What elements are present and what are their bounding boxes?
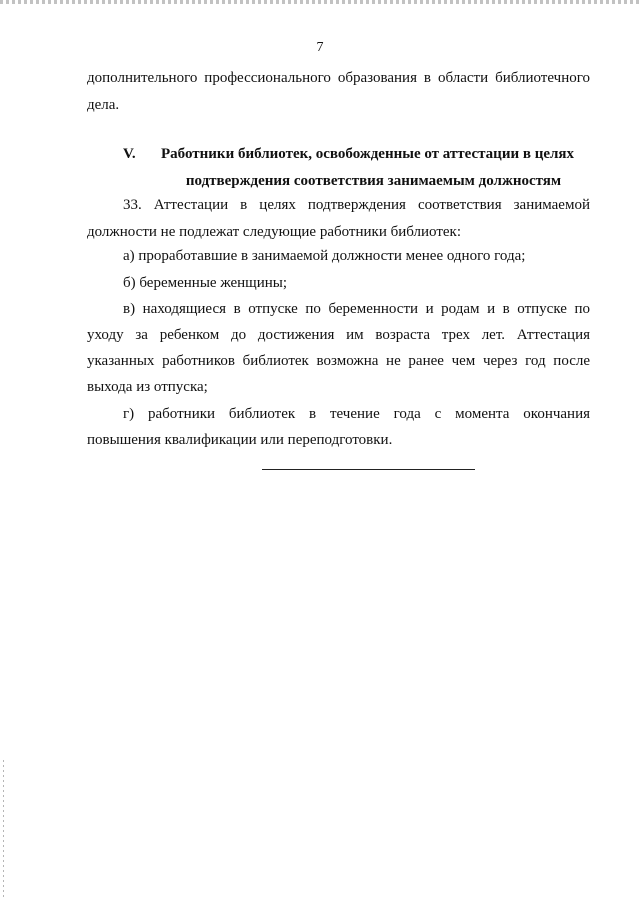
intro-line-1: дополнительного профессионального образования в области библиотечного bbox=[87, 70, 590, 86]
item-a: а) проработавшие в занимаемой должности менее одного года; bbox=[123, 248, 526, 264]
item-g-line-2: повышения квалификации или переподготовки. bbox=[87, 432, 393, 448]
clause-33-line-2: должности не подлежат следующие работники библиотек: bbox=[87, 224, 462, 240]
intro-line-2: дела. bbox=[87, 97, 120, 113]
item-b: б) беременные женщины; bbox=[123, 275, 288, 291]
section-number: V. bbox=[123, 146, 136, 162]
section-title-line-2: подтверждения соответствия занимаемым должностям bbox=[185, 173, 562, 189]
clause-33-line-1: 33. Аттестации в целях подтверждения соответствия занимаемой bbox=[123, 197, 590, 213]
end-separator-line bbox=[262, 469, 475, 470]
scan-left-edge bbox=[3, 760, 4, 900]
item-v-line-1: в) находящиеся в отпуске по беременности и родам и в отпуске по bbox=[123, 301, 590, 317]
page-number: 7 bbox=[316, 40, 324, 55]
scan-top-border bbox=[0, 0, 640, 4]
item-v-line-4: выхода из отпуска; bbox=[87, 379, 208, 395]
item-v-line-2: уходу за ребенком до достижения им возраста трех лет. Аттестация bbox=[87, 327, 590, 343]
section-title-line-1: Работники библиотек, освобожденные от аттестации в целях bbox=[161, 146, 575, 162]
item-v-line-3: указанных работников библиотек возможна не ранее чем через год после bbox=[87, 353, 590, 369]
item-g-line-1: г) работники библиотек в течение года с момента окончания bbox=[123, 406, 590, 422]
